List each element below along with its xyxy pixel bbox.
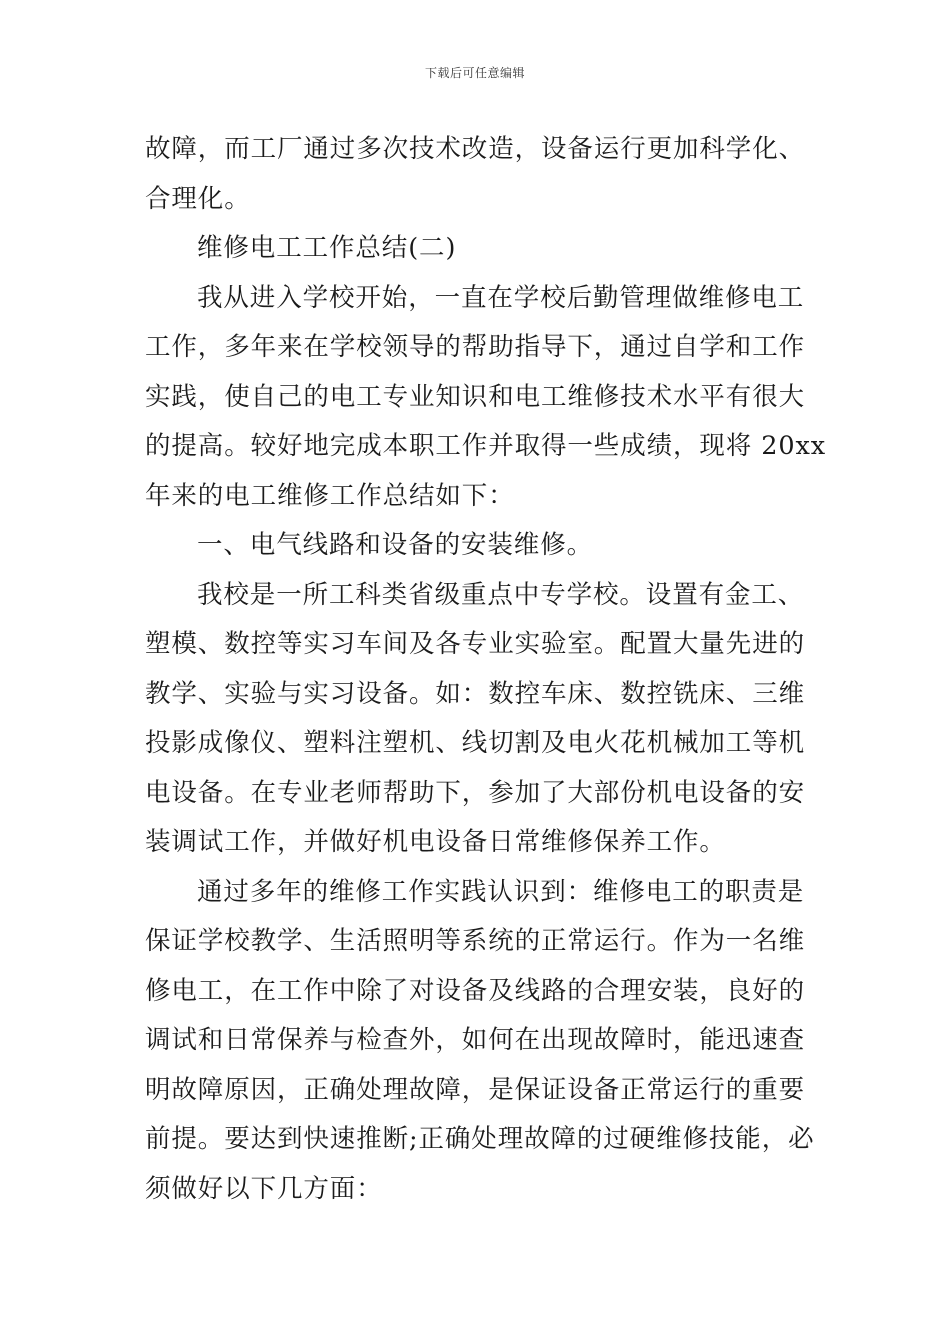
page-header: 下载后可任意编辑 <box>424 66 525 80</box>
text-line: 保证学校教学、生活照明等系统的正常运行。作为一名维 <box>145 926 806 956</box>
text-line: 工作，多年来在学校领导的帮助指导下，通过自学和工作 <box>145 332 806 362</box>
text-line: 通过多年的维修工作实践认识到：维修电工的职责是 <box>197 876 805 907</box>
text-line: 明故障原因，正确处理故障，是保证设备正常运行的重要 <box>145 1074 806 1105</box>
text-line: 调试和日常保养与检查外，如何在出现故障时，能迅速查 <box>145 1025 806 1055</box>
document-body <box>145 125 827 1214</box>
text-line: 年来的电工维修工作总结如下： <box>145 480 515 511</box>
text-line: 电设备。在专业老师帮助下，参加了大部份机电设备的安 <box>145 777 806 808</box>
text-line: 合理化。 <box>145 183 251 214</box>
text-line: 投影成像仪、塑料注塑机、线切割及电火花机械加工等机 <box>145 728 806 758</box>
text-line: 前提。要达到快速推断;正确处理故障的过硬维修技能，必 <box>145 1124 815 1154</box>
text-line: 实践，使自己的电工专业知识和电工维修技术水平有很大 <box>145 381 806 412</box>
text-line: 故障，而工厂通过多次技术改造，设备运行更加科学化、 <box>145 134 806 164</box>
text-line: 教学、实验与实习设备。如：数控车床、数控铣床、三维 <box>145 678 806 709</box>
text-line: 修电工，在工作中除了对设备及线路的合理安装，良好的 <box>145 975 806 1006</box>
text-line: 我从进入学校开始，一直在学校后勤管理做维修电工 <box>197 282 805 313</box>
text-line: 装调试工作，并做好机电设备日常维修保养工作。 <box>145 827 726 857</box>
subsection-title: 一、电气线路和设备的安装维修。 <box>197 530 594 560</box>
text-line: 我校是一所工科类省级重点中专学校。设置有金工、 <box>197 579 805 610</box>
section-title: 维修电工工作总结(二) <box>197 233 457 263</box>
text-line: 须做好以下几方面： <box>145 1173 383 1204</box>
text-line: 塑模、数控等实习车间及各专业实验室。配置大量先进的 <box>145 629 806 659</box>
text-line: 的提高。较好地完成本职工作并取得一些成绩，现将 20xx <box>145 431 827 461</box>
